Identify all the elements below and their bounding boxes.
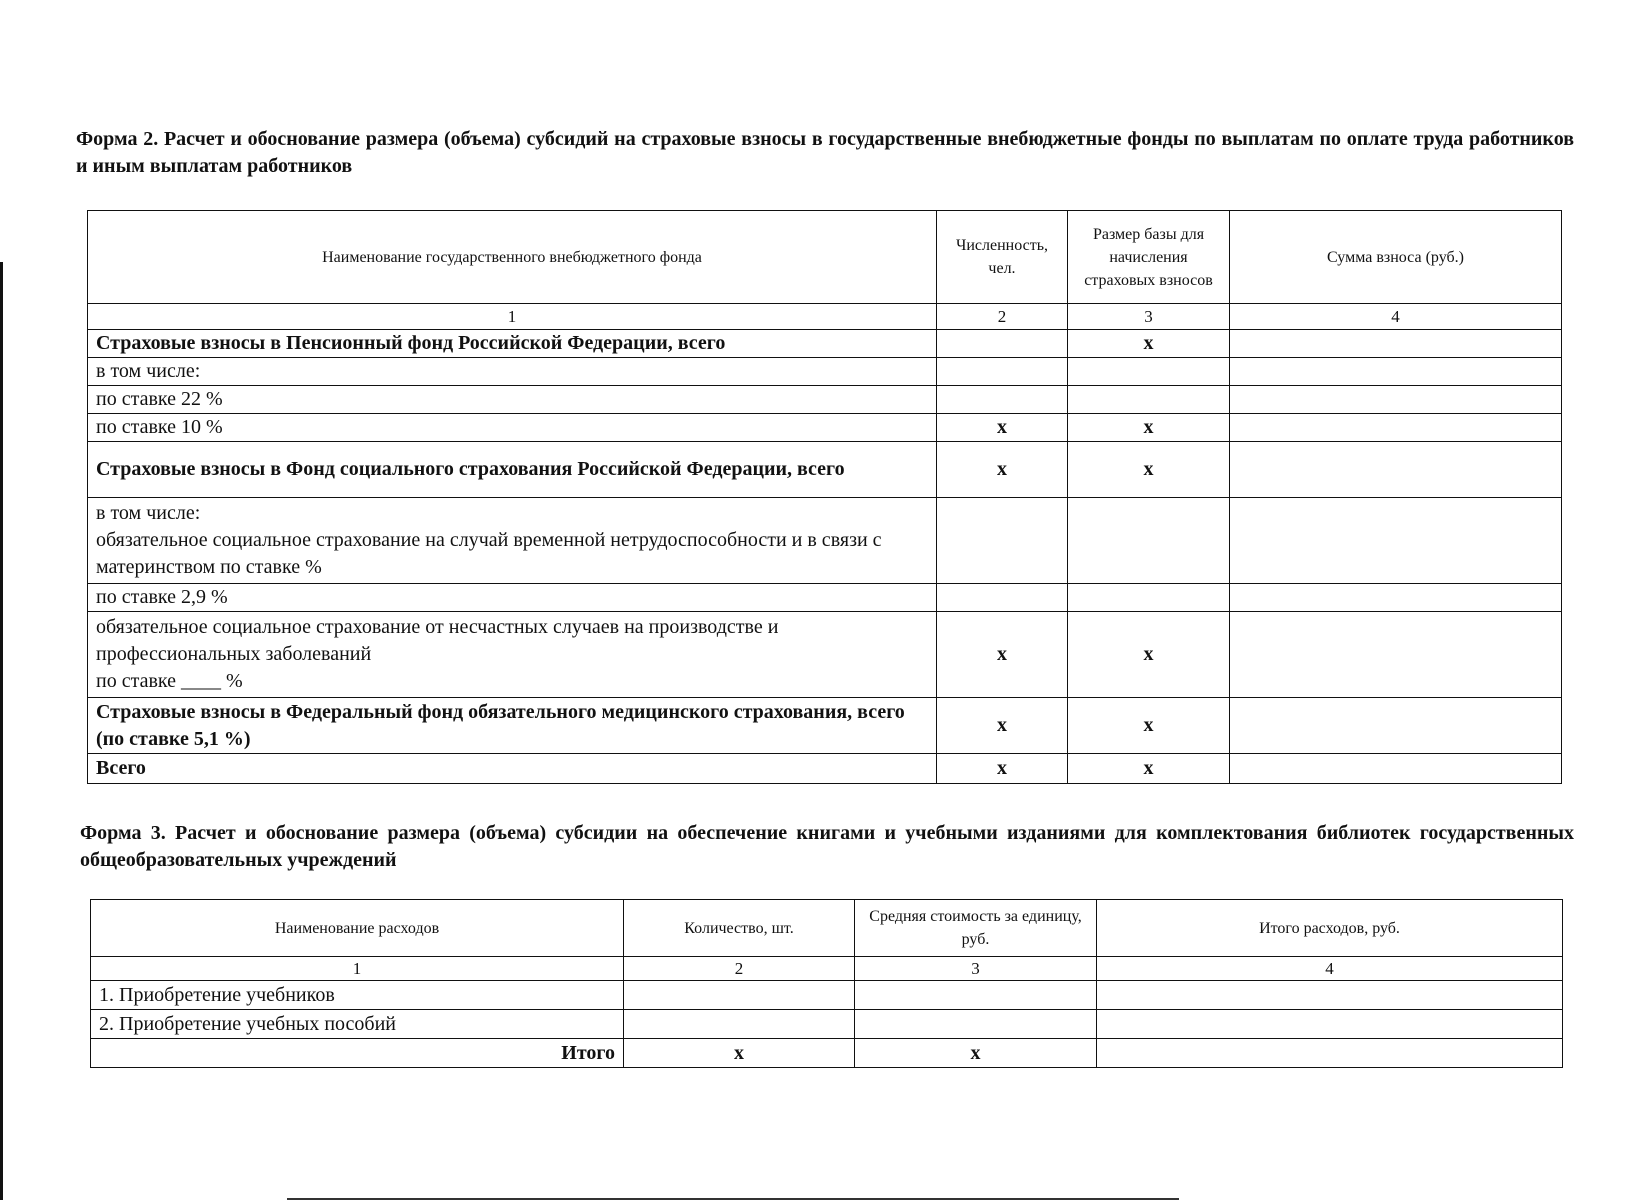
form3-colnum: 2: [624, 957, 855, 981]
row-label-line: обязательное социальное страхование от несчастных случаев на производстве и профессиональных заболеваний: [96, 616, 779, 665]
cell-total: [1097, 981, 1563, 1010]
cell-base: [1068, 584, 1230, 612]
form3-title: Форма 3. Расчет и обоснование размера (объема) субсидии на обеспечение книгами и учебными изданиями для комплектования библиотек государственных общеобразовательных учреждений: [80, 822, 1574, 871]
cell-base: [1068, 358, 1230, 386]
cell-sum: [1230, 442, 1562, 498]
row-label: по ставке 10 %: [88, 414, 937, 442]
row-label: Страховые взносы в Фонд социального страхования Российской Федерации, всего: [88, 442, 937, 498]
row-label-line: обязательное социальное страхование на случай временной нетрудоспособности и в связи с материнством по ставке %: [96, 529, 882, 578]
table-row: [88, 584, 1562, 612]
row-label: 1. Приобретение учебников: [91, 981, 624, 1010]
cell-base: x: [1068, 698, 1230, 754]
form3-table: [90, 899, 1563, 1068]
table-row: [88, 330, 1562, 358]
cell-sum: [1230, 330, 1562, 358]
cell-price: [855, 1010, 1097, 1039]
row-label: 2. Приобретение учебных пособий: [91, 1010, 624, 1039]
cell-count: [937, 386, 1068, 414]
row-label: по ставке 2,9 %: [88, 584, 937, 612]
row-label: Страховые взносы в Федеральный фонд обязательного медицинского страхования, всего (по ставке 5,1 %): [88, 698, 937, 754]
cell-sum: [1230, 358, 1562, 386]
form3-colnum: 3: [855, 957, 1097, 981]
form3-colnum: 1: [91, 957, 624, 981]
cell-count: x: [937, 442, 1068, 498]
table-row-total: [91, 1039, 1563, 1068]
cell-qty: x: [624, 1039, 855, 1068]
row-label: по ставке 22 %: [88, 386, 937, 414]
row-label-multiline: [88, 612, 937, 698]
form3-header-row: [91, 900, 1563, 957]
cell-sum: [1230, 414, 1562, 442]
cell-base: x: [1068, 442, 1230, 498]
form2-colnum: 2: [937, 304, 1068, 330]
form2-colnum-row: [88, 304, 1562, 330]
form2-header-base: Размер базы для начисления страховых взносов: [1068, 211, 1230, 304]
cell-sum: [1230, 386, 1562, 414]
row-label-multiline: [88, 498, 937, 584]
form3-header-total: Итого расходов, руб.: [1097, 900, 1563, 957]
scan-edge-bar: [0, 262, 3, 1200]
form2-table: [87, 210, 1562, 784]
cell-count: [937, 498, 1068, 584]
table-row: [91, 981, 1563, 1010]
row-label-line: в том числе:: [96, 502, 201, 524]
form2-header-sum: Сумма взноса (руб.): [1230, 211, 1562, 304]
form2-header-fund: Наименование государственного внебюджетного фонда: [88, 211, 937, 304]
form3-header-qty: Количество, шт.: [624, 900, 855, 957]
cell-count: x: [937, 754, 1068, 784]
form3-header-name: Наименование расходов: [91, 900, 624, 957]
form2-colnum: 3: [1068, 304, 1230, 330]
cell-sum: [1230, 698, 1562, 754]
table-row: [88, 442, 1562, 498]
cell-qty: [624, 1010, 855, 1039]
row-label: Всего: [88, 754, 937, 784]
form2-colnum: 1: [88, 304, 937, 330]
form3-colnum-row: [91, 957, 1563, 981]
cell-sum: [1230, 584, 1562, 612]
cell-count: x: [937, 698, 1068, 754]
cell-total: [1097, 1010, 1563, 1039]
form2-header-row: [88, 211, 1562, 304]
form3-header-price: Средняя стоимость за единицу, руб.: [855, 900, 1097, 957]
cell-price: [855, 981, 1097, 1010]
row-label: Итого: [91, 1039, 624, 1068]
cell-count: x: [937, 414, 1068, 442]
cell-count: x: [937, 612, 1068, 698]
cell-sum: [1230, 612, 1562, 698]
table-row: [88, 414, 1562, 442]
cell-base: x: [1068, 330, 1230, 358]
cell-count: [937, 330, 1068, 358]
cell-base: [1068, 386, 1230, 414]
table-row: [88, 698, 1562, 754]
row-label: Страховые взносы в Пенсионный фонд Российской Федерации, всего: [88, 330, 937, 358]
table-row: [88, 386, 1562, 414]
table-row-total: [88, 754, 1562, 784]
cell-base: x: [1068, 754, 1230, 784]
cell-base: x: [1068, 414, 1230, 442]
cell-count: [937, 358, 1068, 386]
form2-title: Форма 2. Расчет и обоснование размера (объема) субсидий на страховые взносы в государственные внебюджетные фонды по выплатам по оплате труда работников и иным выплатам работников: [76, 128, 1574, 177]
table-row: [91, 1010, 1563, 1039]
form2-colnum: 4: [1230, 304, 1562, 330]
table-row: [88, 612, 1562, 698]
cell-base: x: [1068, 612, 1230, 698]
row-label: в том числе:: [88, 358, 937, 386]
cell-sum: [1230, 754, 1562, 784]
row-label-line: по ставке ____ %: [96, 670, 243, 692]
table-row: [88, 358, 1562, 386]
cell-base: [1068, 498, 1230, 584]
table-row: [88, 498, 1562, 584]
cell-sum: [1230, 498, 1562, 584]
cell-total: [1097, 1039, 1563, 1068]
form3-colnum: 4: [1097, 957, 1563, 981]
cell-qty: [624, 981, 855, 1010]
cell-price: x: [855, 1039, 1097, 1068]
cell-count: [937, 584, 1068, 612]
form2-header-count: Численность, чел.: [937, 211, 1068, 304]
